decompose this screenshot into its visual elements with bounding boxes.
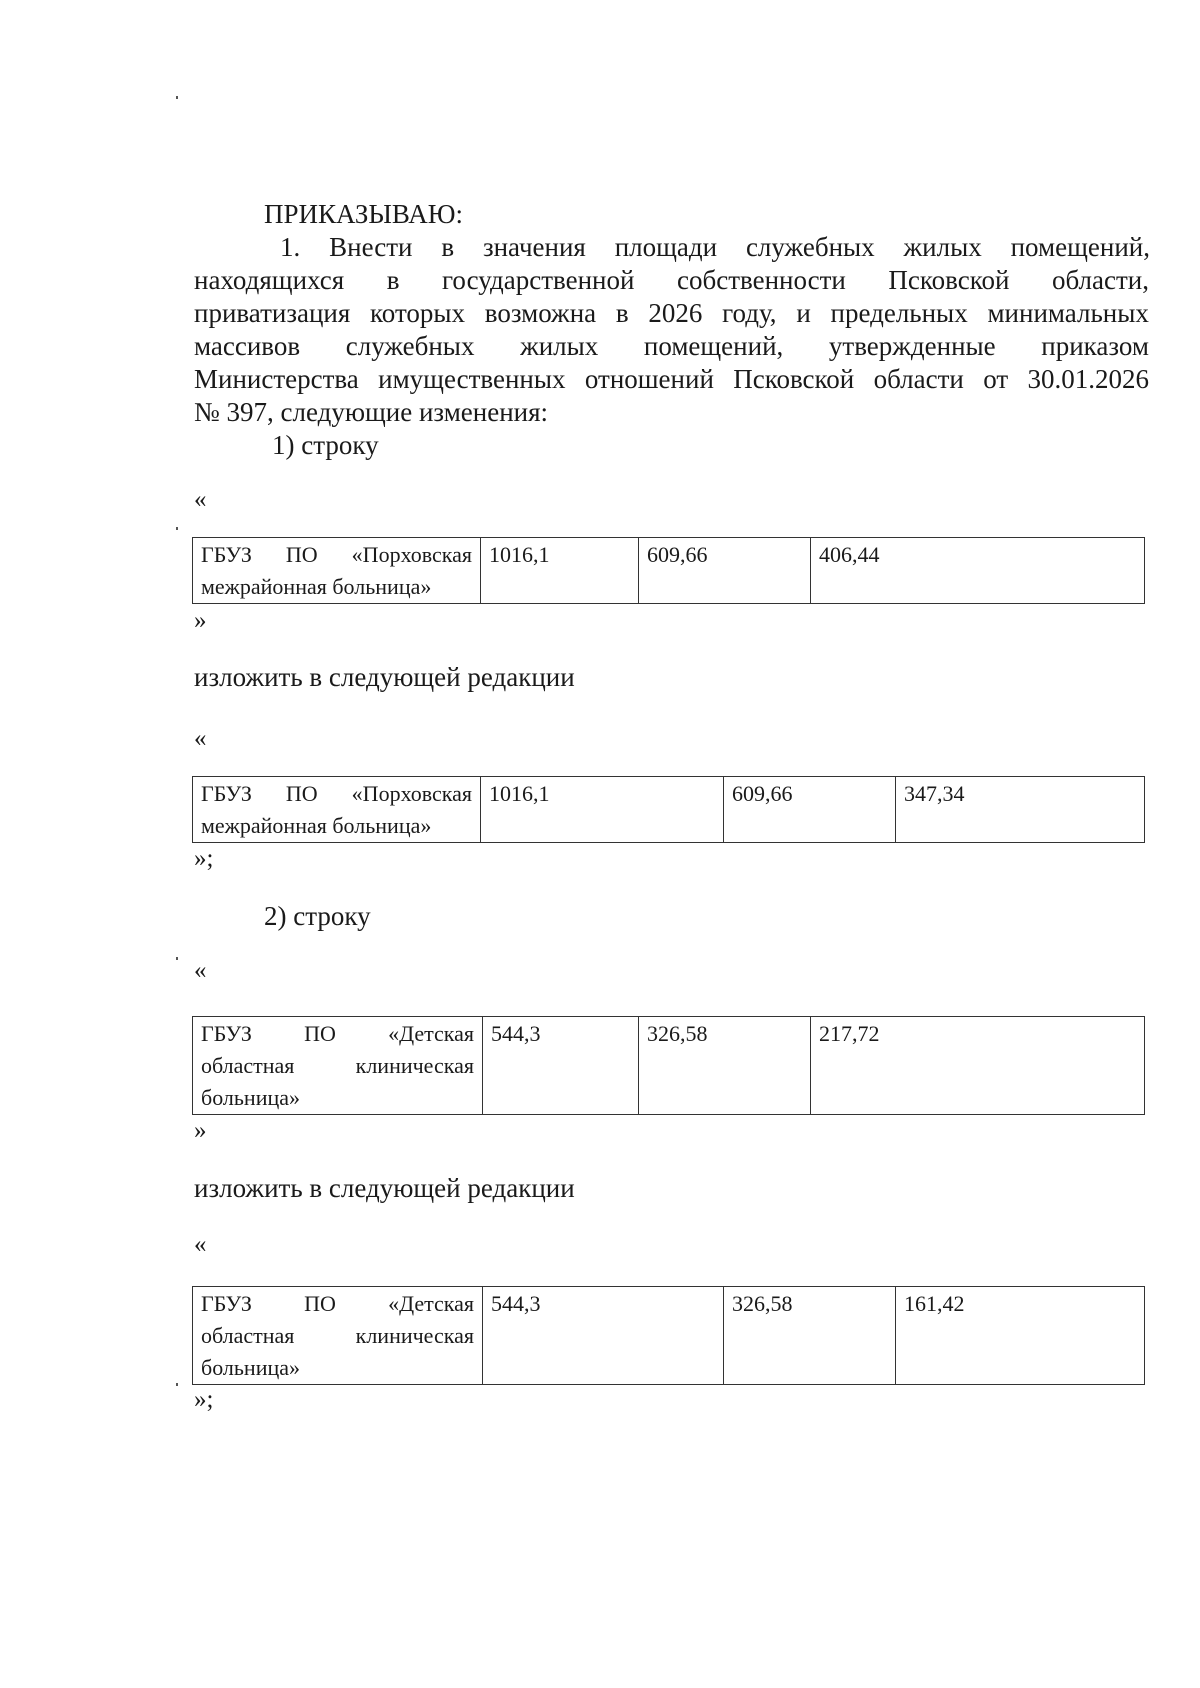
table-cell-value: 161,42 [896,1287,1145,1385]
paragraph-line-4 [194,330,1149,362]
paragraph-word: собственности [676,265,846,295]
table-cell-value: 609,66 [724,777,896,843]
scan-mark [176,96,178,99]
paragraph-word: году, [722,298,777,328]
table-cell-name: ГБУЗ ПО «Детская областная клиническая больница» [193,1017,483,1115]
item-label-1: 1) строку [272,430,379,460]
paragraph-line-3 [194,297,1149,329]
paragraph-word: Псковской [888,265,1010,295]
table-cell-value: 326,58 [724,1287,896,1385]
close-quote: » [194,1117,207,1144]
table-cell-value: 1016,1 [481,538,639,604]
open-quote: « [194,725,207,752]
table-cell-name: ГБУЗ ПО «Порховская межрайонная больница» [193,538,481,604]
paragraph-word: отношений [584,364,714,394]
close-quote: »; [194,1386,214,1413]
paragraph-word: приватизация [194,298,351,328]
paragraph-word: 2026 [648,298,703,328]
close-quote: »; [194,845,214,872]
table-cell-value: 326,58 [639,1017,811,1115]
table-cell-value: 406,44 [811,538,1145,604]
open-quote: « [194,486,207,513]
paragraph-word: имущественных [378,364,566,394]
scan-mark [176,1383,178,1386]
paragraph-line-5 [194,363,1149,395]
paragraph-word: утвержденные [828,331,996,361]
table-cell-value: 544,3 [483,1287,724,1385]
table-cell-value: 217,72 [811,1017,1145,1115]
paragraph-word: области, [1051,265,1149,295]
scan-mark [176,527,178,530]
paragraph-word: в [386,265,400,295]
table-row-new-2 [192,1286,1145,1385]
heading: ПРИКАЗЫВАЮ: [264,199,463,229]
paragraph-word: государственной [442,265,635,295]
paragraph-word: которых [370,298,466,328]
paragraph-word: помещений, [643,331,784,361]
paragraph-word: в [615,298,629,328]
paragraph-word: приказом [1041,331,1149,361]
table-row-new-1 [192,776,1145,843]
replace-text-1: изложить в следующей редакции [194,662,575,692]
close-quote: » [194,607,207,634]
paragraph-word: от [983,364,1009,394]
table-cell-value: 544,3 [483,1017,639,1115]
table-cell-value: 347,34 [896,777,1145,843]
paragraph-word: предельных [830,298,968,328]
paragraph-last-line: № 397, следующие изменения: [194,397,549,427]
table-cell-value: 1016,1 [481,777,724,843]
paragraph-word: значения [482,232,586,262]
paragraph-word: жилых [903,232,982,262]
item-label-2: 2) строку [264,901,371,931]
paragraph-word: 30.01.2026 [1027,364,1149,394]
table-row-old-2 [192,1016,1145,1115]
table-cell-name: ГБУЗ ПО «Порховская межрайонная больница» [193,777,481,843]
table-row-old-1 [192,537,1145,604]
scan-mark [176,957,178,960]
paragraph-word: помещений, [1010,232,1150,262]
paragraph-line-1 [280,231,1150,263]
paragraph-word: Министерства [194,364,359,394]
table-cell-name: ГБУЗ ПО «Детская областная клиническая больница» [193,1287,483,1385]
paragraph-word: области [873,364,964,394]
open-quote: « [194,957,207,984]
paragraph-word: Внести [329,232,413,262]
paragraph-word: в [441,232,455,262]
paragraph-line-2 [194,264,1149,296]
paragraph-word: 1. [280,232,301,262]
paragraph-word: жилых [520,331,599,361]
paragraph-word: площади [614,232,718,262]
paragraph-word: массивов [194,331,301,361]
paragraph-word: Псковской [733,364,855,394]
open-quote: « [194,1231,207,1258]
paragraph-word: служебных [745,232,875,262]
paragraph-word: и [796,298,811,328]
paragraph-word: минимальных [987,298,1149,328]
paragraph-word: находящихся [194,265,345,295]
paragraph-word: служебных [345,331,475,361]
replace-text-2: изложить в следующей редакции [194,1173,575,1203]
table-cell-value: 609,66 [639,538,811,604]
paragraph-word: возможна [484,298,597,328]
